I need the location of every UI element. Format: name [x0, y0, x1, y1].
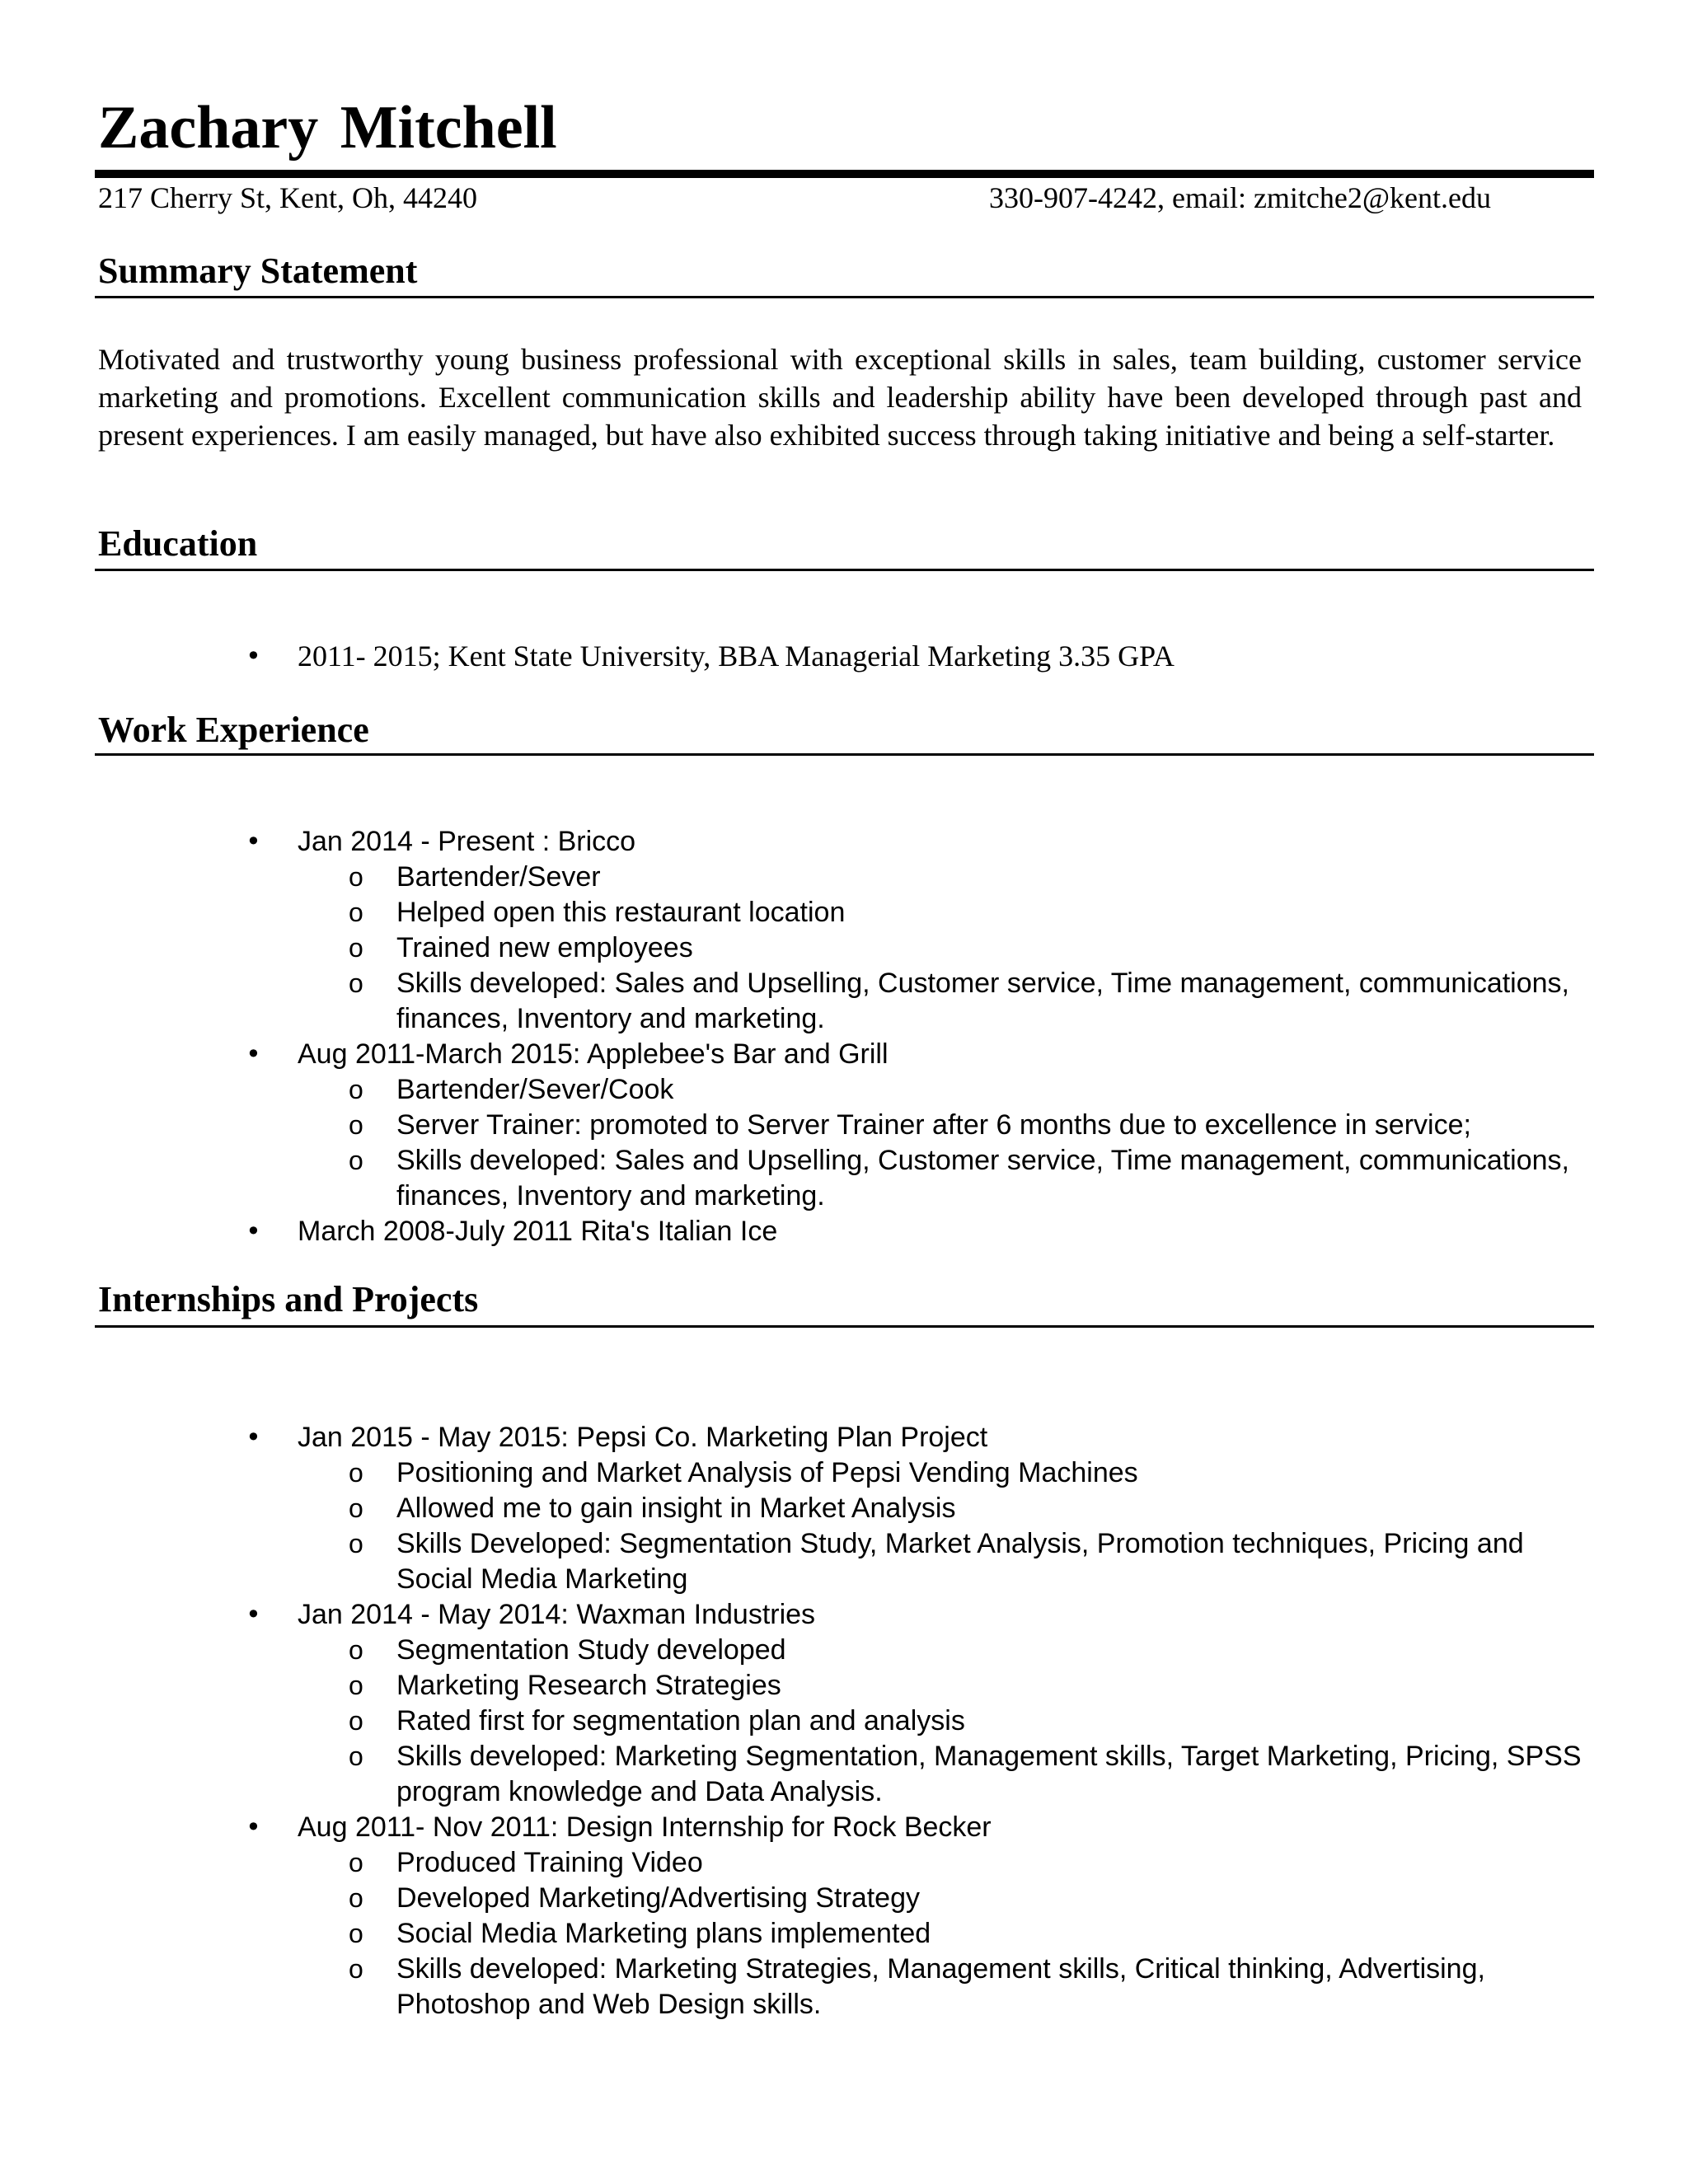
project-title: • Aug 2011- Nov 2011: Design Internship for Rock Becker	[0, 1810, 1583, 1845]
job-detail: o Skills developed: Sales and Upselling, Customer service, Time management, communications, finances, Inventory and marketing.	[0, 1143, 1583, 1214]
contact-info: 330-907-4242, email: zmitche2@kent.edu	[989, 181, 1491, 214]
work-divider	[95, 753, 1594, 756]
job-detail: o Trained new employees	[0, 930, 1583, 966]
internships-list	[0, 1420, 1688, 2022]
project-detail: o Developed Marketing/Advertising Strategy	[0, 1881, 1583, 1916]
education-list	[0, 639, 1688, 674]
job-title: • Aug 2011-March 2015: Applebee's Bar and Grill	[0, 1037, 1583, 1072]
project-detail: o Marketing Research Strategies	[0, 1668, 1583, 1704]
project-detail: o Skills developed: Marketing Strategies, Management skills, Critical thinking, Advertising, Photoshop and Web Design skills.	[0, 1952, 1583, 2022]
project-detail: o Skills Developed: Segmentation Study, Market Analysis, Promotion techniques, Pricing and Social Media Marketing	[0, 1526, 1583, 1597]
education-heading: Education	[98, 523, 258, 564]
internships-divider	[95, 1325, 1594, 1328]
header-divider	[95, 170, 1594, 178]
job-detail: o Skills developed: Sales and Upselling, Customer service, Time management, communications, finances, Inventory and marketing.	[0, 966, 1583, 1037]
summary-text: Motivated and trustworthy young business professional with exceptional skills in sales, team building, customer service marketing and promotions. Excellent communication skills and leadership ability have been developed through past and present experiences. I am easily managed, but have also exhibited success through taking initiative and being a self-starter.	[98, 343, 1582, 452]
work-list	[0, 824, 1688, 1249]
work-heading: Work Experience	[98, 710, 369, 750]
internships-heading: Internships and Projects	[98, 1279, 479, 1319]
job-title: • Jan 2014 - Present : Bricco	[0, 824, 1583, 860]
education-divider	[95, 569, 1594, 571]
project-title: • Jan 2014 - May 2014: Waxman Industries	[0, 1597, 1583, 1633]
candidate-name: Zachary Mitchell	[98, 94, 557, 162]
project-detail: o Positioning and Market Analysis of Pepsi Vending Machines	[0, 1455, 1583, 1491]
summary-divider	[95, 296, 1594, 298]
project-detail: o Skills developed: Marketing Segmentation, Management skills, Target Marketing, Pricing, SPSS program knowledge and Data Analysis.	[0, 1739, 1583, 1810]
project-detail: o Allowed me to gain insight in Market Analysis	[0, 1491, 1583, 1526]
address: 217 Cherry St, Kent, Oh, 44240	[98, 181, 477, 214]
project-title: • Jan 2015 - May 2015: Pepsi Co. Marketing Plan Project	[0, 1420, 1583, 1455]
summary-heading: Summary Statement	[98, 251, 418, 291]
job-detail: o Helped open this restaurant location	[0, 895, 1583, 930]
education-item: • 2011- 2015; Kent State University, BBA Managerial Marketing 3.35 GPA	[0, 639, 1583, 674]
job-title: • March 2008-July 2011 Rita's Italian Ice	[0, 1214, 1583, 1249]
job-detail: o Server Trainer: promoted to Server Trainer after 6 months due to excellence in service;	[0, 1108, 1583, 1143]
project-detail: o Rated first for segmentation plan and analysis	[0, 1704, 1583, 1739]
project-detail: o Social Media Marketing plans implemented	[0, 1916, 1583, 1952]
project-detail: o Produced Training Video	[0, 1845, 1583, 1881]
job-detail: o Bartender/Sever	[0, 860, 1583, 895]
project-detail: o Segmentation Study developed	[0, 1633, 1583, 1668]
job-detail: o Bartender/Sever/Cook	[0, 1072, 1583, 1108]
